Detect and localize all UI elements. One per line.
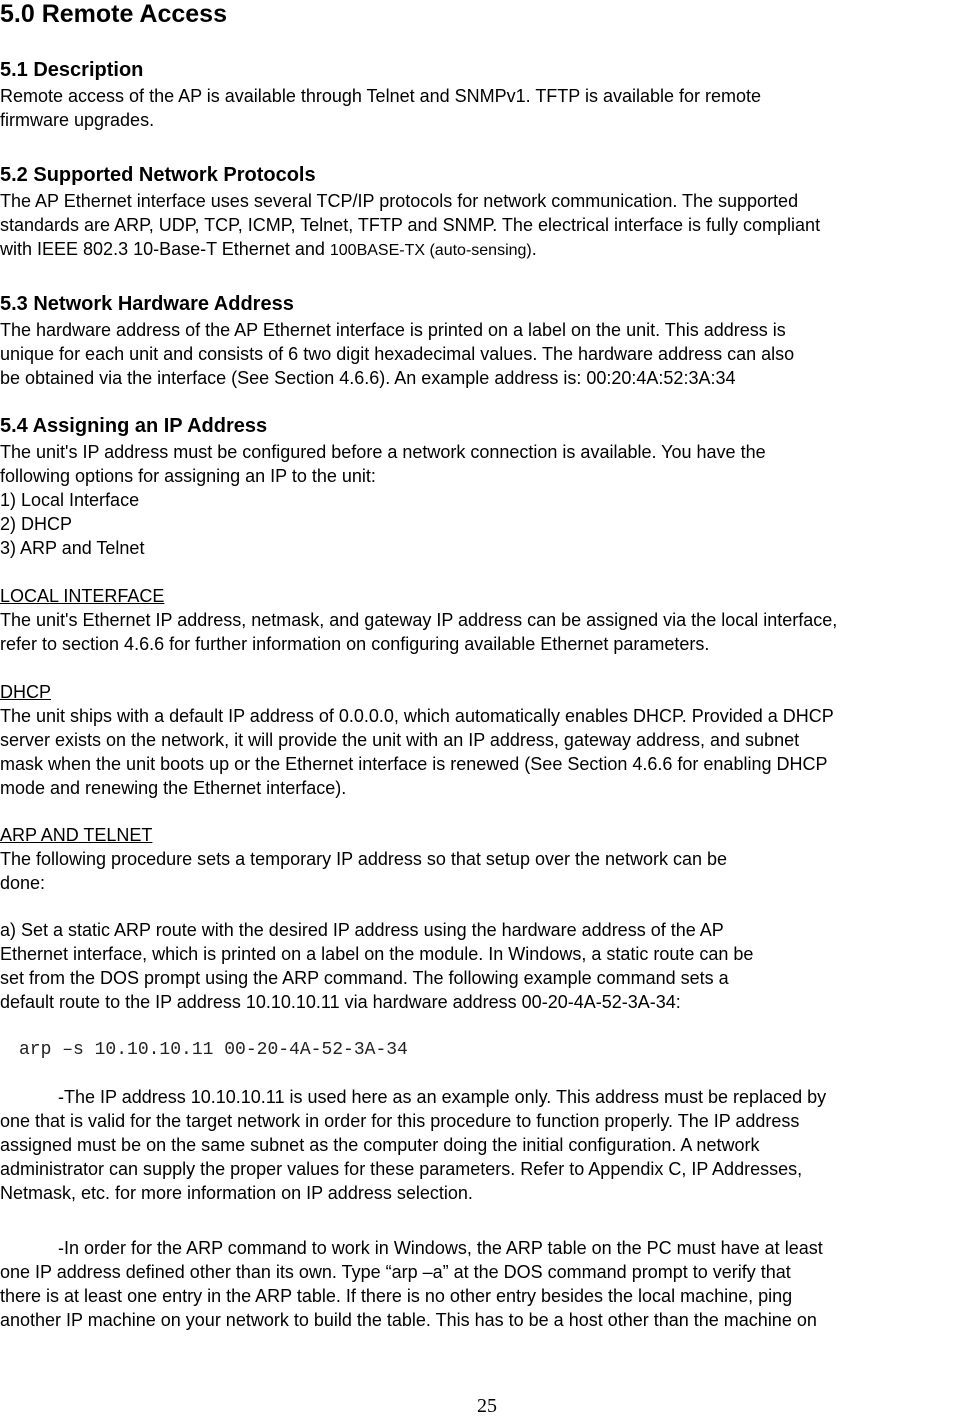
- step-a-text: default route to the IP address 10.10.10.11 via hardware address 00-20-4A-52-3A-34:: [0, 992, 681, 1012]
- section-5-4-text: following options for assigning an IP to the unit:: [0, 466, 376, 486]
- arp-telnet-intro: The following procedure sets a temporary IP address so that setup over the network can be: [0, 849, 728, 869]
- local-interface-text: The unit's Ethernet IP address, netmask, and gateway IP address can be assigned via the local interface,: [0, 610, 838, 630]
- note-1-text: -The IP address 10.10.10.11 is used here as an example only. This address must be replaced by: [58, 1087, 827, 1107]
- note-1-text: Netmask, etc. for more information on IP address selection.: [0, 1183, 473, 1203]
- section-5-3-text: be obtained via the interface (See Section 4.6.6). An example address is: 00:20:4A:52:3A:34: [0, 368, 736, 388]
- step-a-text: a) Set a static ARP route with the desired IP address using the hardware address of the AP: [0, 920, 724, 940]
- section-5-2-text-end: .: [531, 239, 537, 259]
- local-interface-title: LOCAL INTERFACE: [0, 586, 165, 606]
- section-5-3-text: unique for each unit and consists of 6 two digit hexadecimal values. The hardware address can also: [0, 344, 795, 364]
- dhcp-text: The unit ships with a default IP address of 0.0.0.0, which automatically enables DHCP. Provided a DHCP: [0, 706, 834, 726]
- step-a-text: set from the DOS prompt using the ARP command. The following example command sets a: [0, 968, 729, 988]
- note-1-text: assigned must be on the same subnet as the computer doing the initial configuration. A network: [0, 1135, 760, 1155]
- list-item: 1) Local Interface: [0, 490, 140, 510]
- section-5-2-text-small: 100BASE-TX (auto-sensing): [329, 242, 532, 259]
- note-1-text: one that is valid for the target network in order for this procedure to function properly. The IP address: [0, 1111, 800, 1131]
- section-5-2-text-main: with IEEE 802.3 10-Base-T Ethernet and: [0, 239, 330, 259]
- dhcp-text: mode and renewing the Ethernet interface).: [0, 778, 347, 798]
- section-5-4-title: 5.4 Assigning an IP Address: [0, 415, 268, 437]
- note-2-text: another IP machine on your network to build the table. This has to be a host other than the machine on: [0, 1310, 817, 1330]
- section-5-2-text: [0, 237, 537, 263]
- dhcp-title: DHCP: [0, 682, 52, 702]
- note-2-text: there is at least one entry in the ARP table. If there is no other entry besides the local machine, ping: [0, 1286, 793, 1306]
- section-5-2-text: standards are ARP, UDP, TCP, ICMP, Telnet, TFTP and SNMP. The electrical interface is fully compliant: [0, 215, 821, 235]
- local-interface-text: refer to section 4.6.6 for further information on configuring available Ethernet parameters.: [0, 634, 710, 654]
- note-1-text: administrator can supply the proper values for these parameters. Refer to Appendix C, IP Addresses,: [0, 1159, 803, 1179]
- list-item: 3) ARP and Telnet: [0, 538, 145, 558]
- arp-telnet-intro: done:: [0, 873, 46, 893]
- arp-command: arp –s 10.10.10.11 00-20-4A-52-3A-34: [19, 1040, 408, 1060]
- section-5-1-title: 5.1 Description: [0, 59, 144, 81]
- section-5-3-title: 5.3 Network Hardware Address: [0, 293, 294, 315]
- dhcp-text: mask when the unit boots up or the Ethernet interface is renewed (See Section 4.6.6 for enabling DHCP: [0, 754, 828, 774]
- section-5-1-text: Remote access of the AP is available through Telnet and SNMPv1. TFTP is available for remote: [0, 86, 762, 106]
- note-2-text: -In order for the ARP command to work in Windows, the ARP table on the PC must have at least: [58, 1238, 823, 1258]
- section-5-1-text: firmware upgrades.: [0, 110, 155, 130]
- step-a-text: Ethernet interface, which is printed on a label on the module. In Windows, a static route can be: [0, 944, 754, 964]
- arp-telnet-title: ARP AND TELNET: [0, 825, 153, 845]
- section-5-2-title: 5.2 Supported Network Protocols: [0, 164, 316, 186]
- note-2-text: one IP address defined other than its own. Type “arp –a” at the DOS command prompt to verify that: [0, 1262, 791, 1282]
- list-item: 2) DHCP: [0, 514, 73, 534]
- section-5-2-text: The AP Ethernet interface uses several TCP/IP protocols for network communication. The supported: [0, 191, 799, 211]
- dhcp-text: server exists on the network, it will provide the unit with an IP address, gateway address, and subnet: [0, 730, 800, 750]
- section-5-4-text: The unit's IP address must be configured before a network connection is available. You have the: [0, 442, 766, 462]
- page-number: 25: [477, 1395, 497, 1417]
- section-5-3-text: The hardware address of the AP Ethernet interface is printed on a label on the unit. This address is: [0, 320, 786, 340]
- page-title: 5.0 Remote Access: [0, 0, 227, 28]
